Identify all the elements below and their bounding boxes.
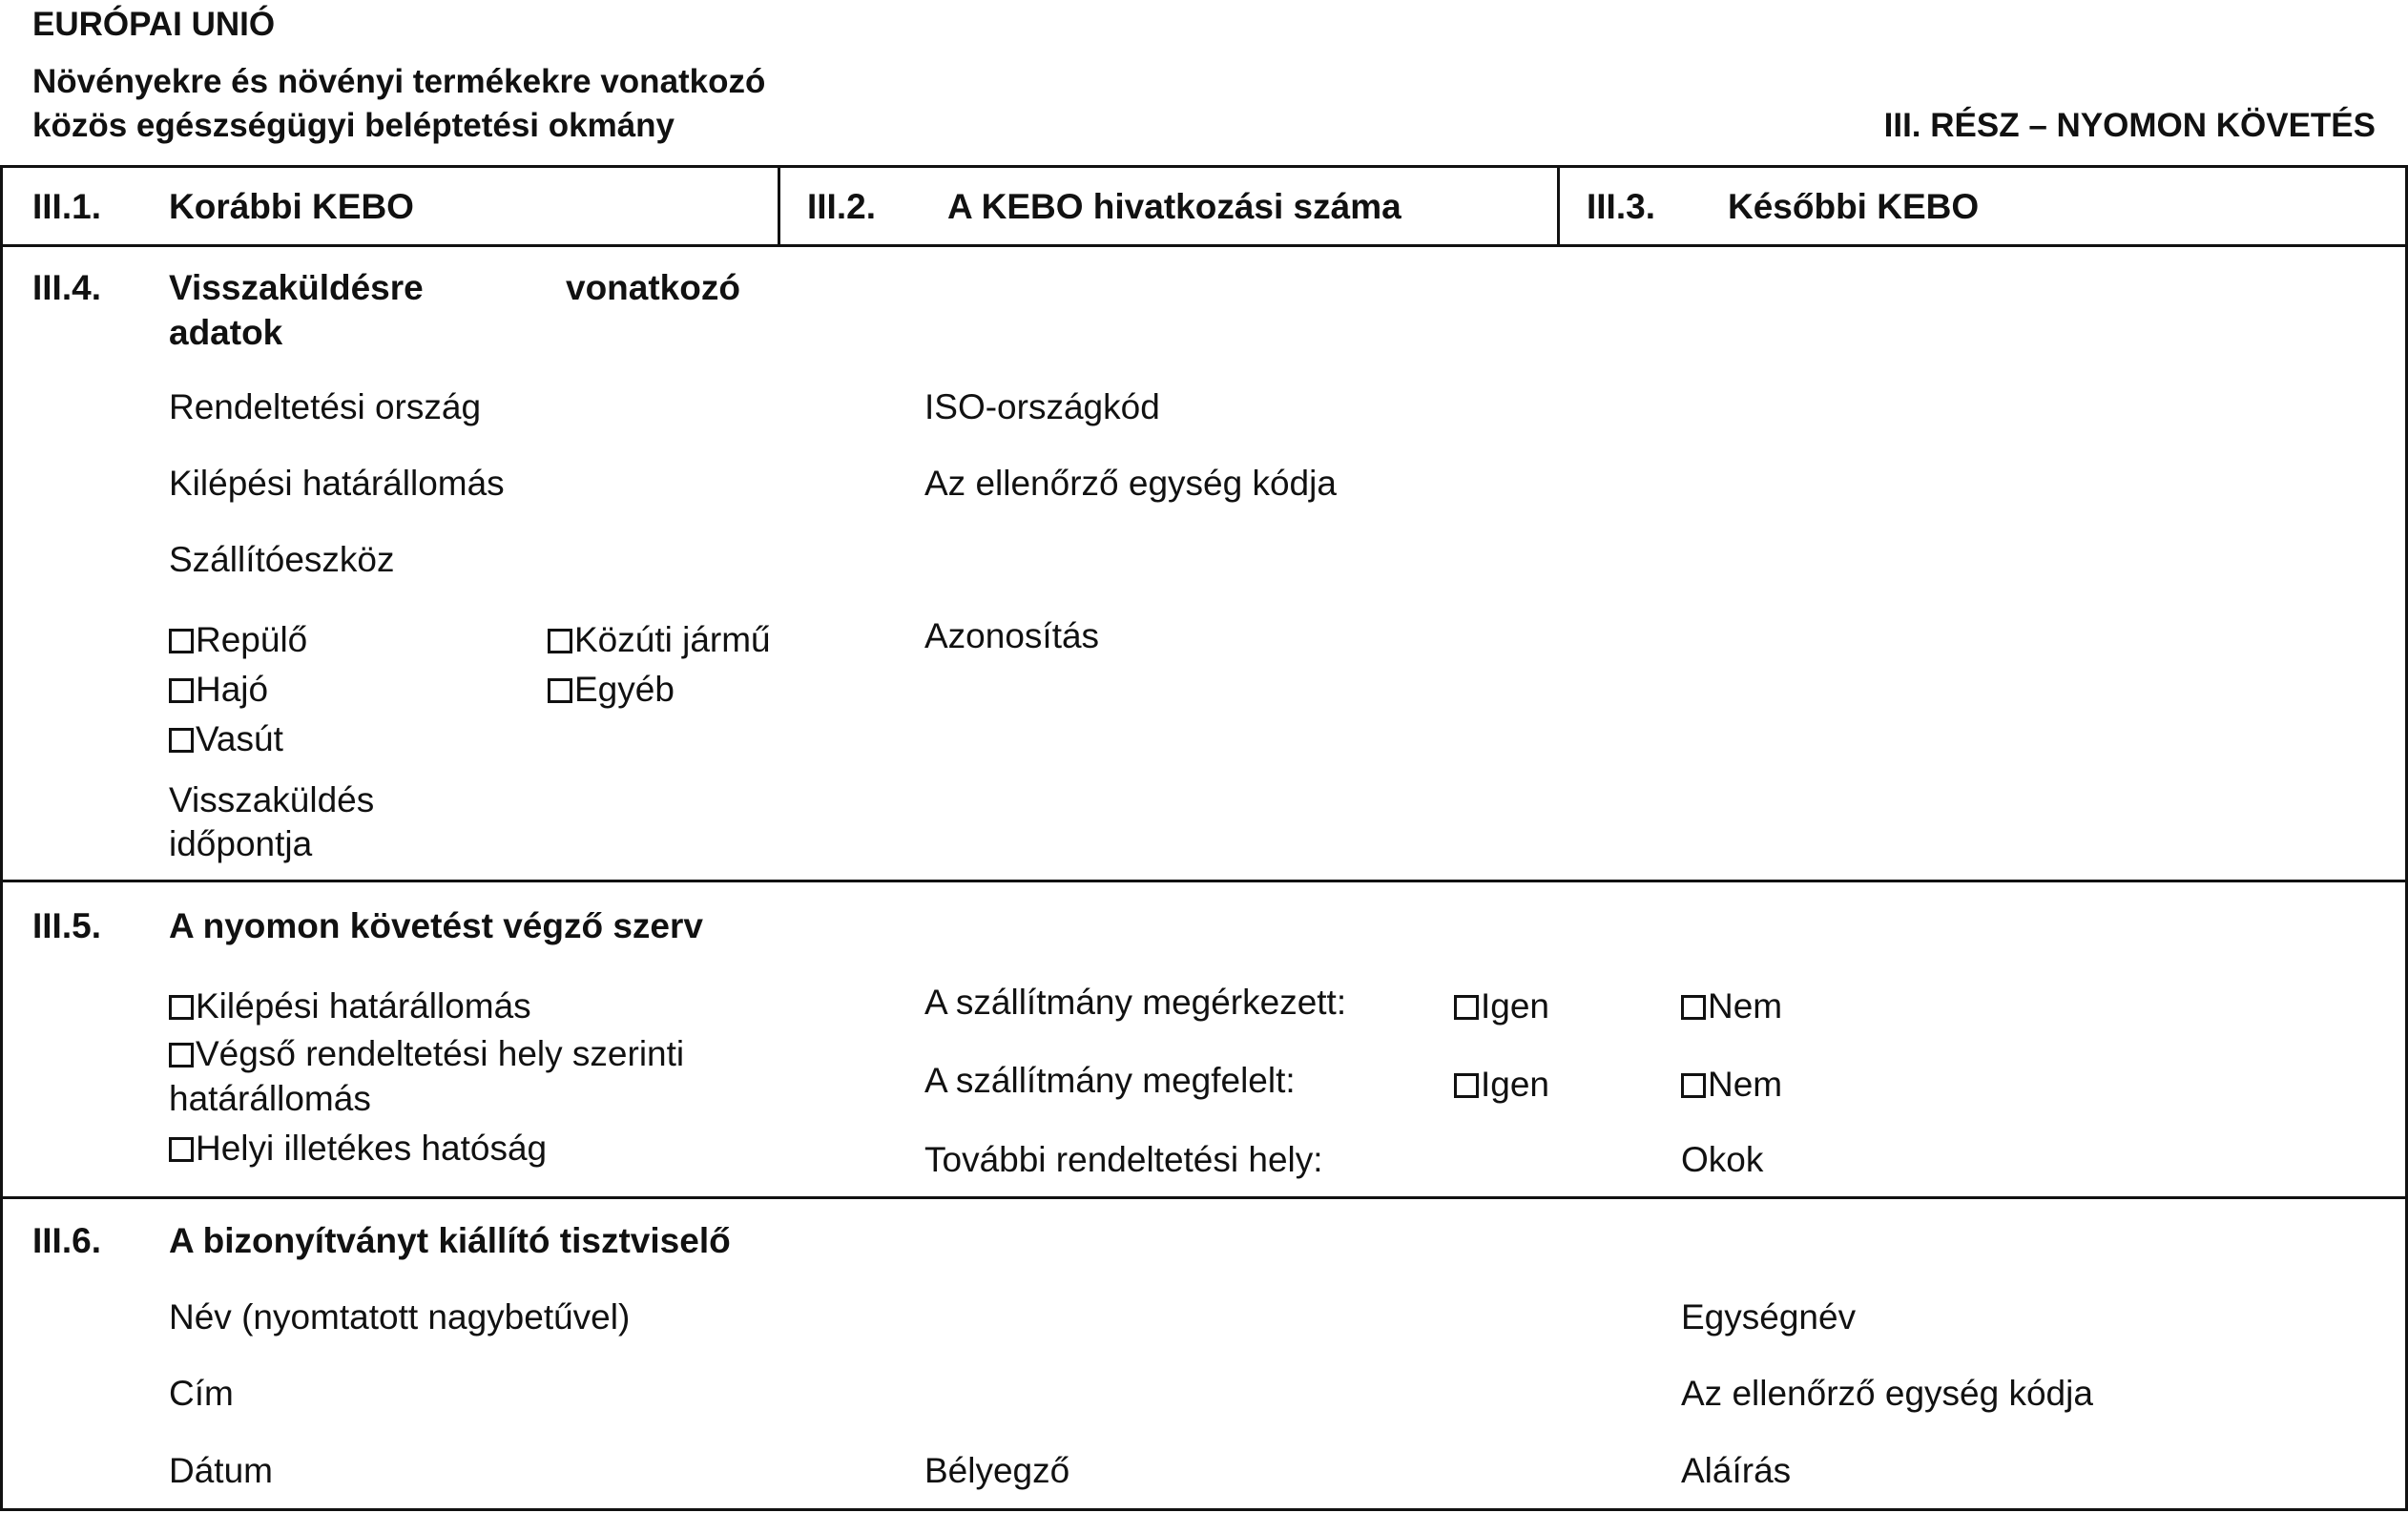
field-III3-label: Későbbi KEBO [1728,187,1980,226]
option-label: Repülő [196,620,308,659]
checkbox[interactable] [169,678,194,703]
checkbox[interactable] [548,629,572,653]
signature-label: Aláírás [1681,1451,1792,1490]
option-label: Közúti jármű [574,620,771,659]
checkbox[interactable] [169,728,194,753]
further-destination-label: További rendeltetési hely: [924,1140,1323,1179]
iso-country-code-label: ISO-országkód [924,387,1160,426]
transport-option-rail[interactable] [169,719,283,759]
row1-divider-1 [778,165,780,247]
name-label: Név (nyomtatott nagybetűvel) [169,1297,631,1337]
field-III1-label: Korábbi KEBO [169,187,414,226]
follow-up-option-final-destination-line-2: határállomás [169,1079,371,1118]
option-label: Igen [1481,1065,1550,1104]
field-III2-label: A KEBO hivatkozási száma [947,187,1401,226]
document-title-line-1: Növényekre és növényi termékekre vonatkozó [32,63,766,100]
identification-label: Azonosítás [924,616,1100,655]
checkbox[interactable] [169,1137,194,1162]
means-of-transport-label: Szállítóeszköz [169,540,395,579]
unit-name-label: Egységnév [1681,1297,1857,1337]
table-bottom-border [0,1508,2408,1511]
return-date-label-line-1: Visszaküldés [169,780,375,819]
option-label: Egyéb [574,670,675,709]
transport-option-road-vehicle[interactable] [548,620,771,660]
checkbox[interactable] [1681,995,1706,1020]
follow-up-option-final-destination[interactable] [169,1034,684,1074]
section-III4-title-part-1: Visszaküldésre [169,268,424,307]
consignment-arrived-label: A szállítmány megérkezett: [924,983,1347,1022]
row1-divider-2 [1557,165,1560,247]
checkbox[interactable] [1454,1073,1479,1098]
conformed-no-option[interactable] [1681,1065,1782,1105]
section-III5-title: A nyomon követést végző szerv [169,906,703,945]
arrived-yes-option[interactable] [1454,986,1549,1026]
return-date-label-line-2: időpontja [169,824,313,863]
exit-border-post-label: Kilépési határállomás [169,464,505,503]
arrived-no-option[interactable] [1681,986,1782,1026]
option-label: Végső rendeltetési hely szerinti [196,1034,685,1073]
option-label: Helyi illetékes hatóság [196,1129,548,1168]
stamp-label: Bélyegző [924,1451,1070,1490]
transport-option-ship[interactable] [169,670,268,710]
option-label: Nem [1708,986,1783,1026]
option-label: Igen [1481,986,1550,1026]
date-label: Dátum [169,1451,273,1490]
section-III4-number: III.4. [32,268,101,307]
conformed-yes-option[interactable] [1454,1065,1549,1105]
transport-option-plane[interactable] [169,620,307,660]
transport-option-other[interactable] [548,670,675,710]
address-label: Cím [169,1374,234,1413]
row1-bottom-border [0,244,2408,247]
reasons-label: Okok [1681,1140,1764,1179]
checkbox[interactable] [169,1043,194,1067]
section-III4-title-part-2: vonatkozó [566,268,740,307]
field-III2-number: III.2. [807,187,876,226]
option-label: Nem [1708,1065,1783,1104]
option-label: Vasút [196,719,283,758]
s4-bottom-border [0,880,2408,882]
union-heading: EURÓPAI UNIÓ [32,6,276,43]
follow-up-option-local-authority[interactable] [169,1129,547,1169]
section-III6-number: III.6. [32,1221,101,1260]
checkbox[interactable] [1681,1073,1706,1098]
checkbox[interactable] [169,629,194,653]
section-III5-number: III.5. [32,906,101,945]
section-III4-title-part-3: adatok [169,313,283,352]
destination-country-label: Rendeltetési ország [169,387,482,426]
control-unit-code-label: Az ellenőrző egység kódja [924,464,1337,503]
consignment-conformed-label: A szállítmány megfelelt: [924,1061,1296,1100]
control-unit-code-label-s6: Az ellenőrző egység kódja [1681,1374,2093,1413]
table-top-border [0,165,2408,168]
checkbox[interactable] [169,995,194,1020]
part-heading: III. RÉSZ – NYOMON KÖVETÉS [1883,107,2376,144]
document-title-line-2: közös egészségügyi beléptetési okmány [32,107,675,144]
field-III1-number: III.1. [32,187,101,226]
table-left-border [0,165,3,1511]
field-III3-number: III.3. [1587,187,1655,226]
option-label: Hajó [196,670,269,709]
s5-bottom-border [0,1196,2408,1199]
checkbox[interactable] [1454,995,1479,1020]
follow-up-option-exit-post[interactable] [169,986,531,1026]
option-label: Kilépési határállomás [196,986,531,1026]
checkbox[interactable] [548,678,572,703]
section-III6-title: A bizonyítványt kiállító tisztviselő [169,1221,731,1260]
